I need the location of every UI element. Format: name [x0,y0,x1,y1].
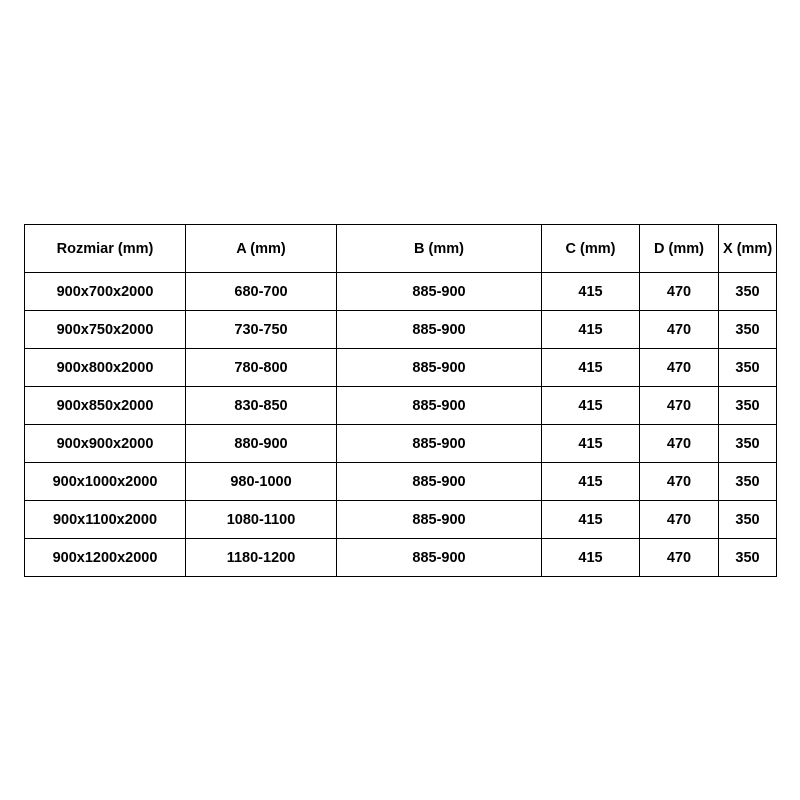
cell-b: 885-900 [337,387,542,425]
cell-d: 470 [640,501,719,539]
cell-x: 350 [719,387,777,425]
table-row [25,349,777,387]
cell-b: 885-900 [337,311,542,349]
column-header-x: X (mm) [719,225,777,273]
cell-c: 415 [542,273,640,311]
cell-a: 1080-1100 [186,501,337,539]
table-body [25,273,777,577]
cell-a: 730-750 [186,311,337,349]
cell-size: 900x850x2000 [25,387,186,425]
cell-size: 900x900x2000 [25,425,186,463]
cell-b: 885-900 [337,273,542,311]
specification-table [24,224,777,577]
table-row [25,539,777,577]
cell-d: 470 [640,349,719,387]
cell-x: 350 [719,425,777,463]
table-row [25,311,777,349]
cell-size: 900x800x2000 [25,349,186,387]
cell-b: 885-900 [337,463,542,501]
cell-size: 900x1200x2000 [25,539,186,577]
cell-a: 880-900 [186,425,337,463]
cell-b: 885-900 [337,349,542,387]
cell-d: 470 [640,425,719,463]
column-header-a: A (mm) [186,225,337,273]
cell-x: 350 [719,501,777,539]
table-row [25,387,777,425]
column-header-size: Rozmiar (mm) [25,225,186,273]
cell-d: 470 [640,387,719,425]
table-row [25,273,777,311]
cell-x: 350 [719,539,777,577]
cell-a: 830-850 [186,387,337,425]
cell-c: 415 [542,501,640,539]
cell-a: 780-800 [186,349,337,387]
column-header-b: B (mm) [337,225,542,273]
column-header-c: C (mm) [542,225,640,273]
cell-c: 415 [542,349,640,387]
cell-b: 885-900 [337,501,542,539]
cell-x: 350 [719,273,777,311]
cell-c: 415 [542,387,640,425]
cell-c: 415 [542,311,640,349]
cell-x: 350 [719,349,777,387]
cell-size: 900x750x2000 [25,311,186,349]
specification-table-container [24,224,776,577]
cell-size: 900x700x2000 [25,273,186,311]
cell-d: 470 [640,273,719,311]
cell-a: 1180-1200 [186,539,337,577]
cell-x: 350 [719,311,777,349]
cell-d: 470 [640,463,719,501]
cell-a: 680-700 [186,273,337,311]
cell-d: 470 [640,311,719,349]
cell-c: 415 [542,425,640,463]
cell-d: 470 [640,539,719,577]
cell-c: 415 [542,539,640,577]
cell-b: 885-900 [337,539,542,577]
table-header [25,225,777,273]
table-header-row [25,225,777,273]
cell-b: 885-900 [337,425,542,463]
cell-size: 900x1100x2000 [25,501,186,539]
cell-a: 980-1000 [186,463,337,501]
cell-size: 900x1000x2000 [25,463,186,501]
cell-c: 415 [542,463,640,501]
table-row [25,425,777,463]
table-row [25,501,777,539]
cell-x: 350 [719,463,777,501]
column-header-d: D (mm) [640,225,719,273]
table-row [25,463,777,501]
